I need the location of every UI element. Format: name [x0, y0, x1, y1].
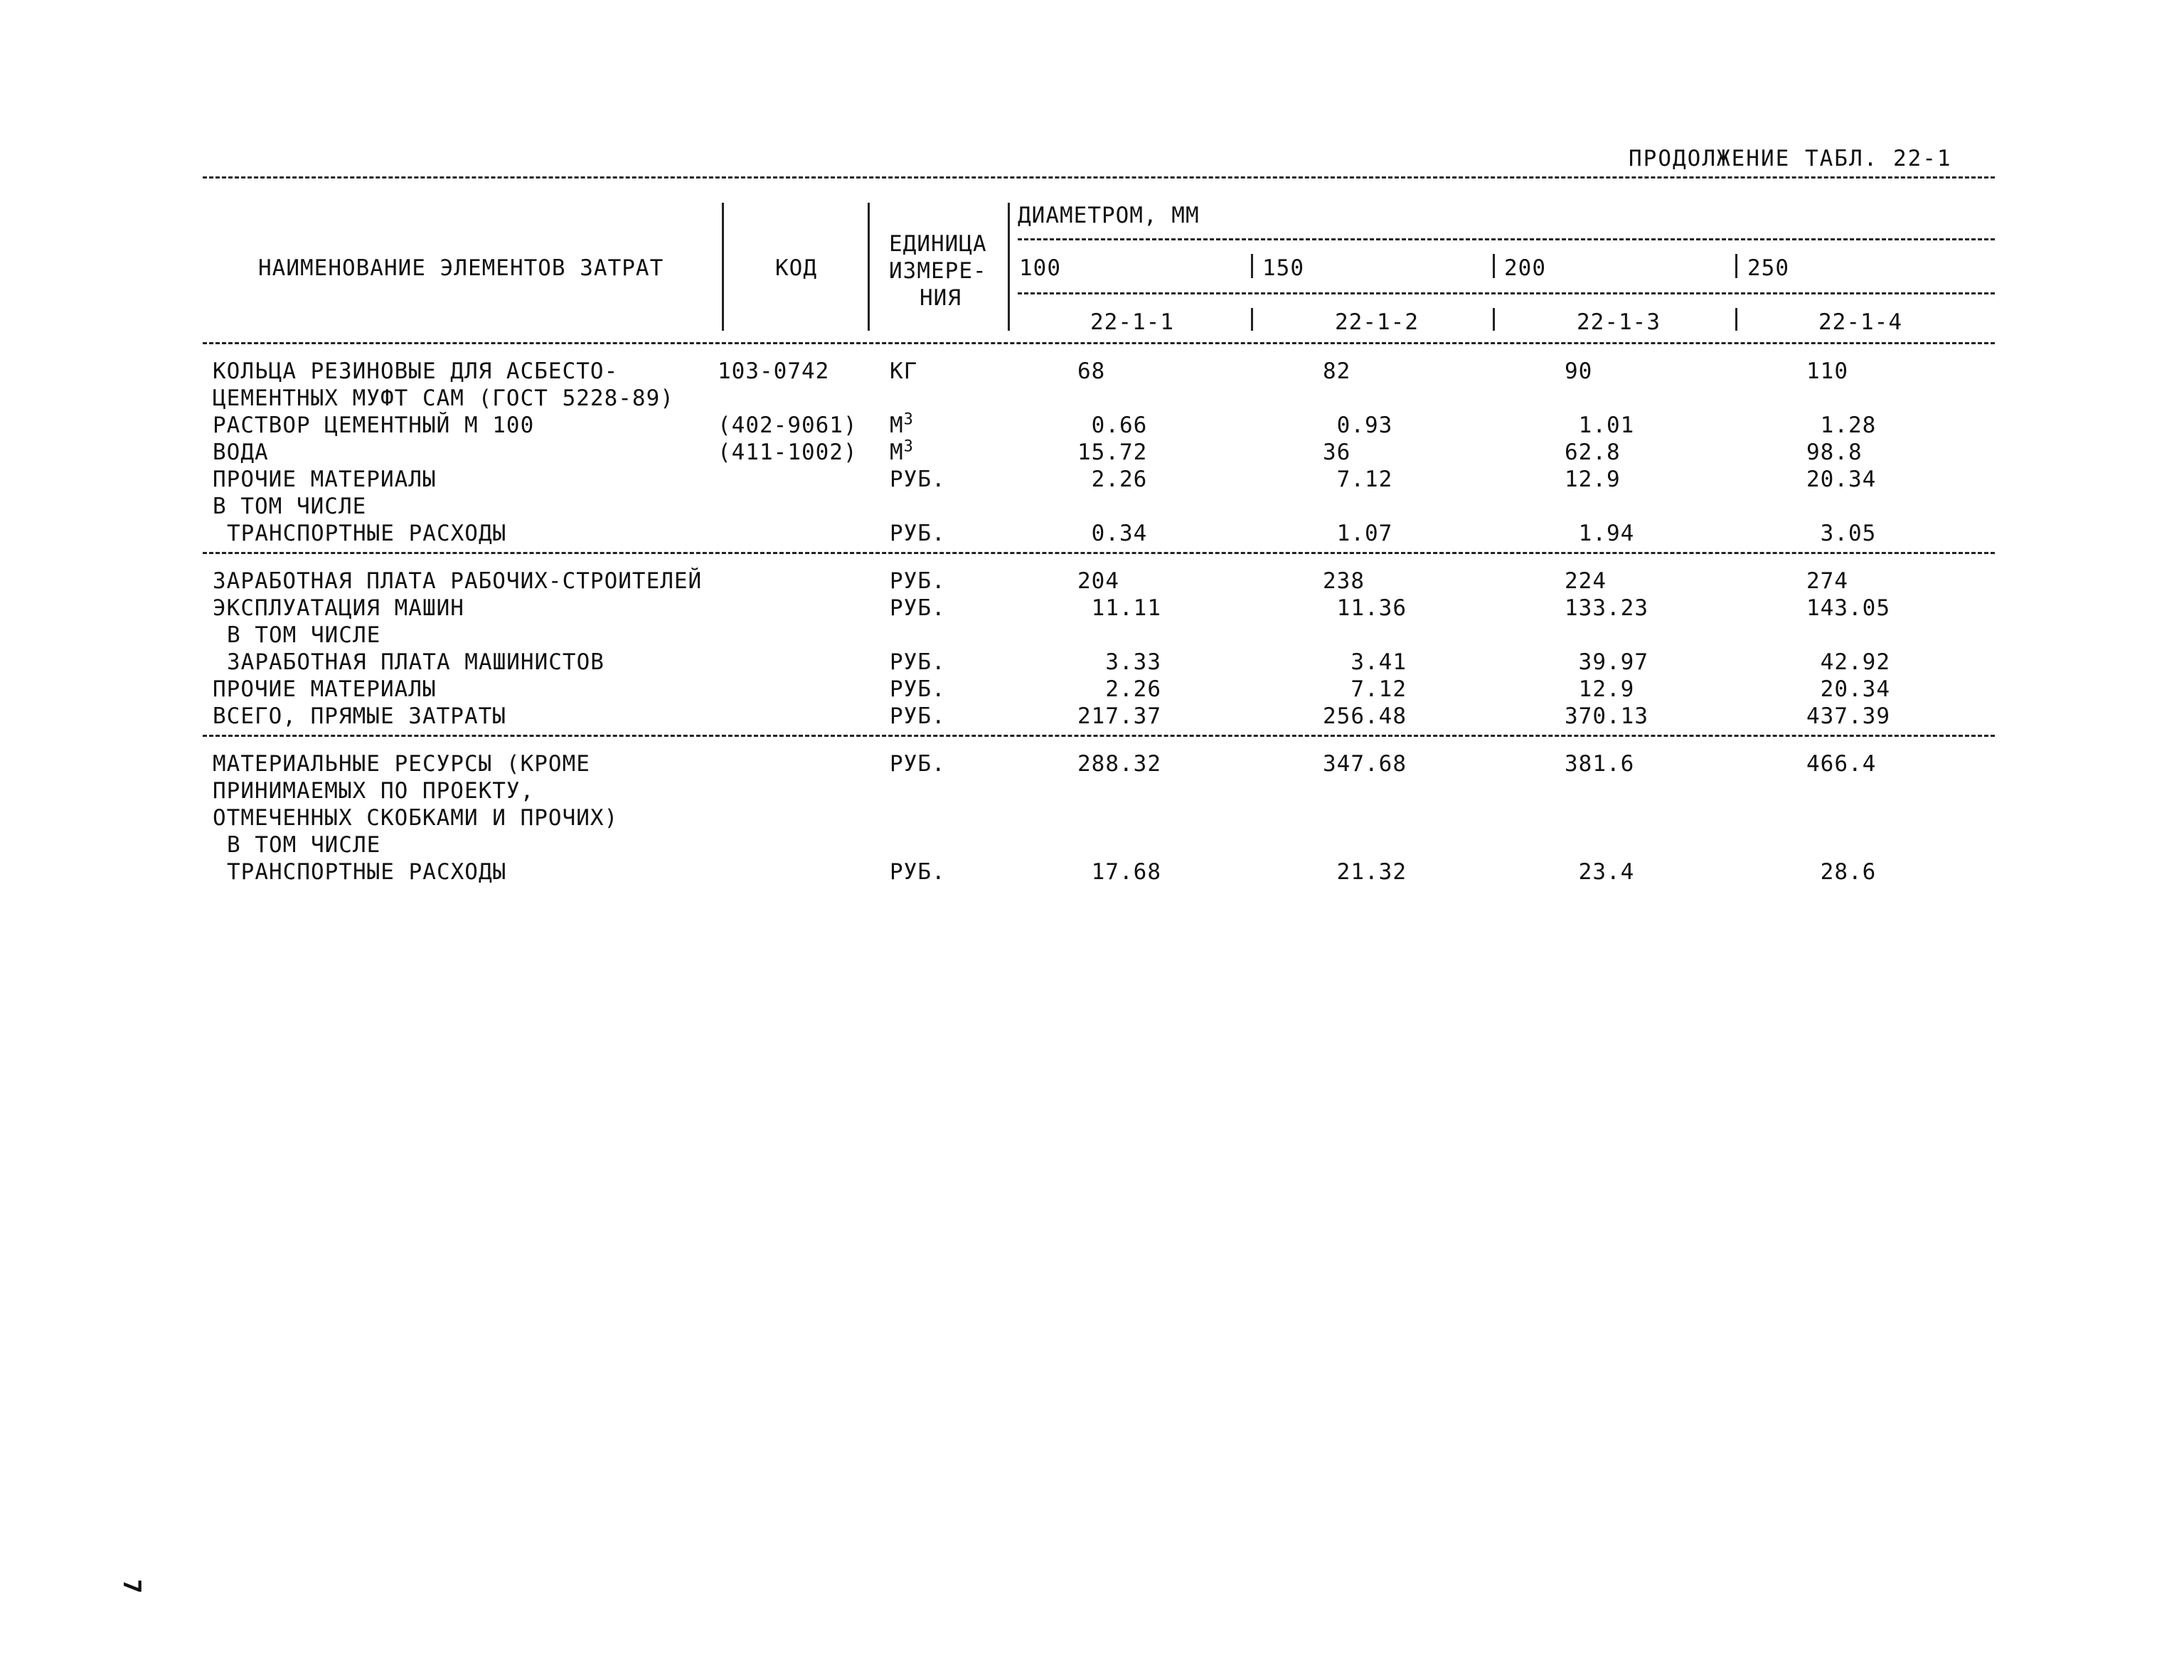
table-row — [203, 519, 1995, 546]
table-row — [203, 384, 1995, 411]
row-value-150: 21.32 — [1323, 859, 1407, 885]
row-value-250: 274 — [1806, 568, 1848, 594]
row-value-100: 2.26 — [1077, 676, 1161, 702]
table-row — [203, 777, 1995, 804]
row-value-100: 17.68 — [1077, 859, 1161, 885]
header-divider — [868, 203, 870, 331]
row-value-100: 0.34 — [1077, 521, 1148, 546]
header-divider — [1008, 203, 1010, 331]
row-name: РАСТВОР ЦЕМЕНТНЫЙ М 100 — [213, 413, 535, 438]
row-name: ПРОЧИЕ МАТЕРИАЛЫ — [213, 467, 437, 492]
row-value-150: 1.07 — [1323, 521, 1393, 546]
row-value-200: 1.01 — [1565, 413, 1635, 438]
row-value-250: 42.92 — [1806, 649, 1890, 675]
row-name: ВОДА — [213, 440, 269, 465]
row-name: В ТОМ ЧИСЛЕ — [227, 622, 381, 648]
row-value-100: 3.33 — [1077, 649, 1161, 675]
table-row — [203, 804, 1995, 831]
row-name: ПРОЧИЕ МАТЕРИАЛЫ — [213, 676, 437, 702]
row-value-200: 1.94 — [1565, 521, 1635, 546]
row-unit: РУБ. — [890, 521, 946, 546]
header-code-22-1-3: 22-1-3 — [1577, 309, 1661, 335]
row-unit: РУБ. — [890, 859, 946, 885]
header-divider — [1493, 254, 1495, 278]
row-name: ЭКСПЛУАТАЦИЯ МАШИН — [213, 595, 464, 621]
row-unit: КГ — [890, 358, 918, 384]
table-row — [203, 567, 1995, 594]
row-value-150: 238 — [1323, 568, 1365, 594]
header-diameter-250: 250 — [1747, 255, 1789, 281]
row-name: ЦЕМЕНТНЫХ МУФТ САМ (ГОСТ 5228-89) — [213, 386, 674, 411]
header-code-22-1-4: 22-1-4 — [1818, 309, 1902, 335]
row-unit: $М^3$ — [890, 410, 914, 438]
header-name: НАИМЕНОВАНИЕ ЭЛЕМЕНТОВ ЗАТРАТ — [258, 255, 664, 281]
row-name: В ТОМ ЧИСЛЕ — [213, 494, 367, 519]
row-unit: РУБ. — [890, 676, 946, 702]
row-name: МАТЕРИАЛЬНЫЕ РЕСУРСЫ (КРОМЕ — [213, 751, 590, 777]
row-unit: РУБ. — [890, 568, 946, 594]
row-value-150: 7.12 — [1323, 467, 1393, 492]
row-value-150: 0.93 — [1323, 413, 1393, 438]
table-row — [203, 411, 1995, 438]
row-name: ЗАРАБОТНАЯ ПЛАТА МАШИНИСТОВ — [227, 649, 604, 675]
header-divider — [1735, 308, 1737, 331]
header-diameter-100: 100 — [1019, 255, 1061, 281]
table-section — [203, 344, 1995, 552]
row-value-200: 381.6 — [1565, 751, 1635, 777]
table-row — [203, 465, 1995, 492]
row-value-250: 3.05 — [1806, 521, 1877, 546]
row-name: В ТОМ ЧИСЛЕ — [227, 832, 381, 858]
header-diameter-200: 200 — [1504, 255, 1546, 281]
row-value-250: 98.8 — [1806, 440, 1863, 465]
header-unit-line-3: НИЯ — [920, 285, 962, 311]
table-row — [203, 858, 1995, 885]
row-value-200: 370.13 — [1565, 703, 1648, 729]
row-value-200: 39.97 — [1565, 649, 1648, 675]
row-unit: РУБ. — [890, 649, 946, 675]
header-unit-line-1: ЕДИНИЦА — [889, 231, 987, 257]
header-rule — [1018, 238, 1995, 240]
row-value-250: 437.39 — [1806, 703, 1890, 729]
row-name: ЗАРАБОТНАЯ ПЛАТА РАБОЧИХ-СТРОИТЕЛЕЙ — [213, 568, 703, 594]
row-name: ПРИНИМАЕМЫХ ПО ПРОЕКТУ, — [213, 778, 535, 804]
page-number: 7 — [117, 1579, 146, 1594]
header-divider — [1251, 254, 1253, 278]
row-value-100: 11.11 — [1077, 595, 1161, 621]
header-code-22-1-2: 22-1-2 — [1335, 309, 1419, 335]
row-unit: РУБ. — [890, 751, 946, 777]
row-unit: РУБ. — [890, 703, 946, 729]
row-code: (411-1002) — [718, 440, 858, 465]
cost-table — [203, 176, 1995, 890]
row-value-250: 20.34 — [1806, 676, 1890, 702]
table-row — [203, 438, 1995, 465]
row-value-150: 82 — [1323, 358, 1351, 384]
row-value-200: 224 — [1565, 568, 1607, 594]
table-section — [203, 554, 1995, 735]
table-row — [203, 702, 1995, 729]
header-rule — [1018, 292, 1995, 294]
header-diameter: ДИАМЕТРОМ, ММ — [1018, 203, 1200, 228]
row-value-150: 256.48 — [1323, 703, 1407, 729]
row-value-250: 110 — [1806, 358, 1848, 384]
table-section — [203, 737, 1995, 890]
header-diameter-150: 150 — [1262, 255, 1304, 281]
row-value-250: 1.28 — [1806, 413, 1877, 438]
header-code: КОД — [775, 255, 817, 281]
row-value-100: 0.66 — [1077, 413, 1148, 438]
row-value-200: 12.9 — [1565, 467, 1621, 492]
header-divider — [1251, 308, 1253, 331]
table-row — [203, 750, 1995, 777]
table-row — [203, 675, 1995, 702]
row-value-100: 204 — [1077, 568, 1119, 594]
row-value-100: 217.37 — [1077, 703, 1161, 729]
header-divider — [722, 203, 724, 331]
row-value-100: 288.32 — [1077, 751, 1161, 777]
row-name: КОЛЬЦА РЕЗИНОВЫЕ ДЛЯ АСБЕСТО- — [213, 358, 619, 384]
row-value-150: 11.36 — [1323, 595, 1407, 621]
row-value-100: 2.26 — [1077, 467, 1148, 492]
row-name: ТРАНСПОРТНЫЕ РАСХОДЫ — [227, 521, 507, 546]
continuation-title: ПРОДОЛЖЕНИЕ ТАБЛ. 22-1 — [1629, 146, 1952, 171]
row-value-250: 466.4 — [1806, 751, 1877, 777]
row-code: (402-9061) — [718, 413, 858, 438]
row-name: ОТМЕЧЕННЫХ СКОБКАМИ И ПРОЧИХ) — [213, 805, 619, 831]
table-row — [203, 831, 1995, 858]
row-value-200: 12.9 — [1565, 676, 1635, 702]
row-value-200: 62.8 — [1565, 440, 1621, 465]
row-value-200: 90 — [1565, 358, 1593, 384]
row-name: ТРАНСПОРТНЫЕ РАСХОДЫ — [227, 859, 507, 885]
header-divider — [1493, 308, 1495, 331]
table-row — [203, 357, 1995, 384]
table-body — [203, 344, 1995, 890]
header-divider — [1735, 254, 1737, 278]
table-header — [203, 179, 1995, 342]
row-unit: РУБ. — [890, 595, 946, 621]
row-value-250: 143.05 — [1806, 595, 1890, 621]
row-name: ВСЕГО, ПРЯМЫЕ ЗАТРАТЫ — [213, 703, 506, 729]
table-row — [203, 492, 1995, 519]
row-value-200: 23.4 — [1565, 859, 1635, 885]
row-unit: $М^3$ — [890, 437, 914, 465]
header-code-22-1-1: 22-1-1 — [1090, 309, 1174, 335]
row-value-100: 15.72 — [1077, 440, 1148, 465]
row-unit: РУБ. — [890, 467, 946, 492]
row-value-150: 347.68 — [1323, 751, 1407, 777]
table-row — [203, 648, 1995, 675]
row-value-150: 36 — [1323, 440, 1351, 465]
table-row — [203, 621, 1995, 648]
row-code: 103-0742 — [718, 358, 830, 384]
row-value-150: 3.41 — [1323, 649, 1407, 675]
row-value-100: 68 — [1077, 358, 1106, 384]
header-unit-line-2: ИЗМЕРЕ- — [889, 258, 987, 284]
row-value-150: 7.12 — [1323, 676, 1407, 702]
row-value-250: 28.6 — [1806, 859, 1877, 885]
row-value-250: 20.34 — [1806, 467, 1877, 492]
table-row — [203, 594, 1995, 621]
row-value-200: 133.23 — [1565, 595, 1648, 621]
